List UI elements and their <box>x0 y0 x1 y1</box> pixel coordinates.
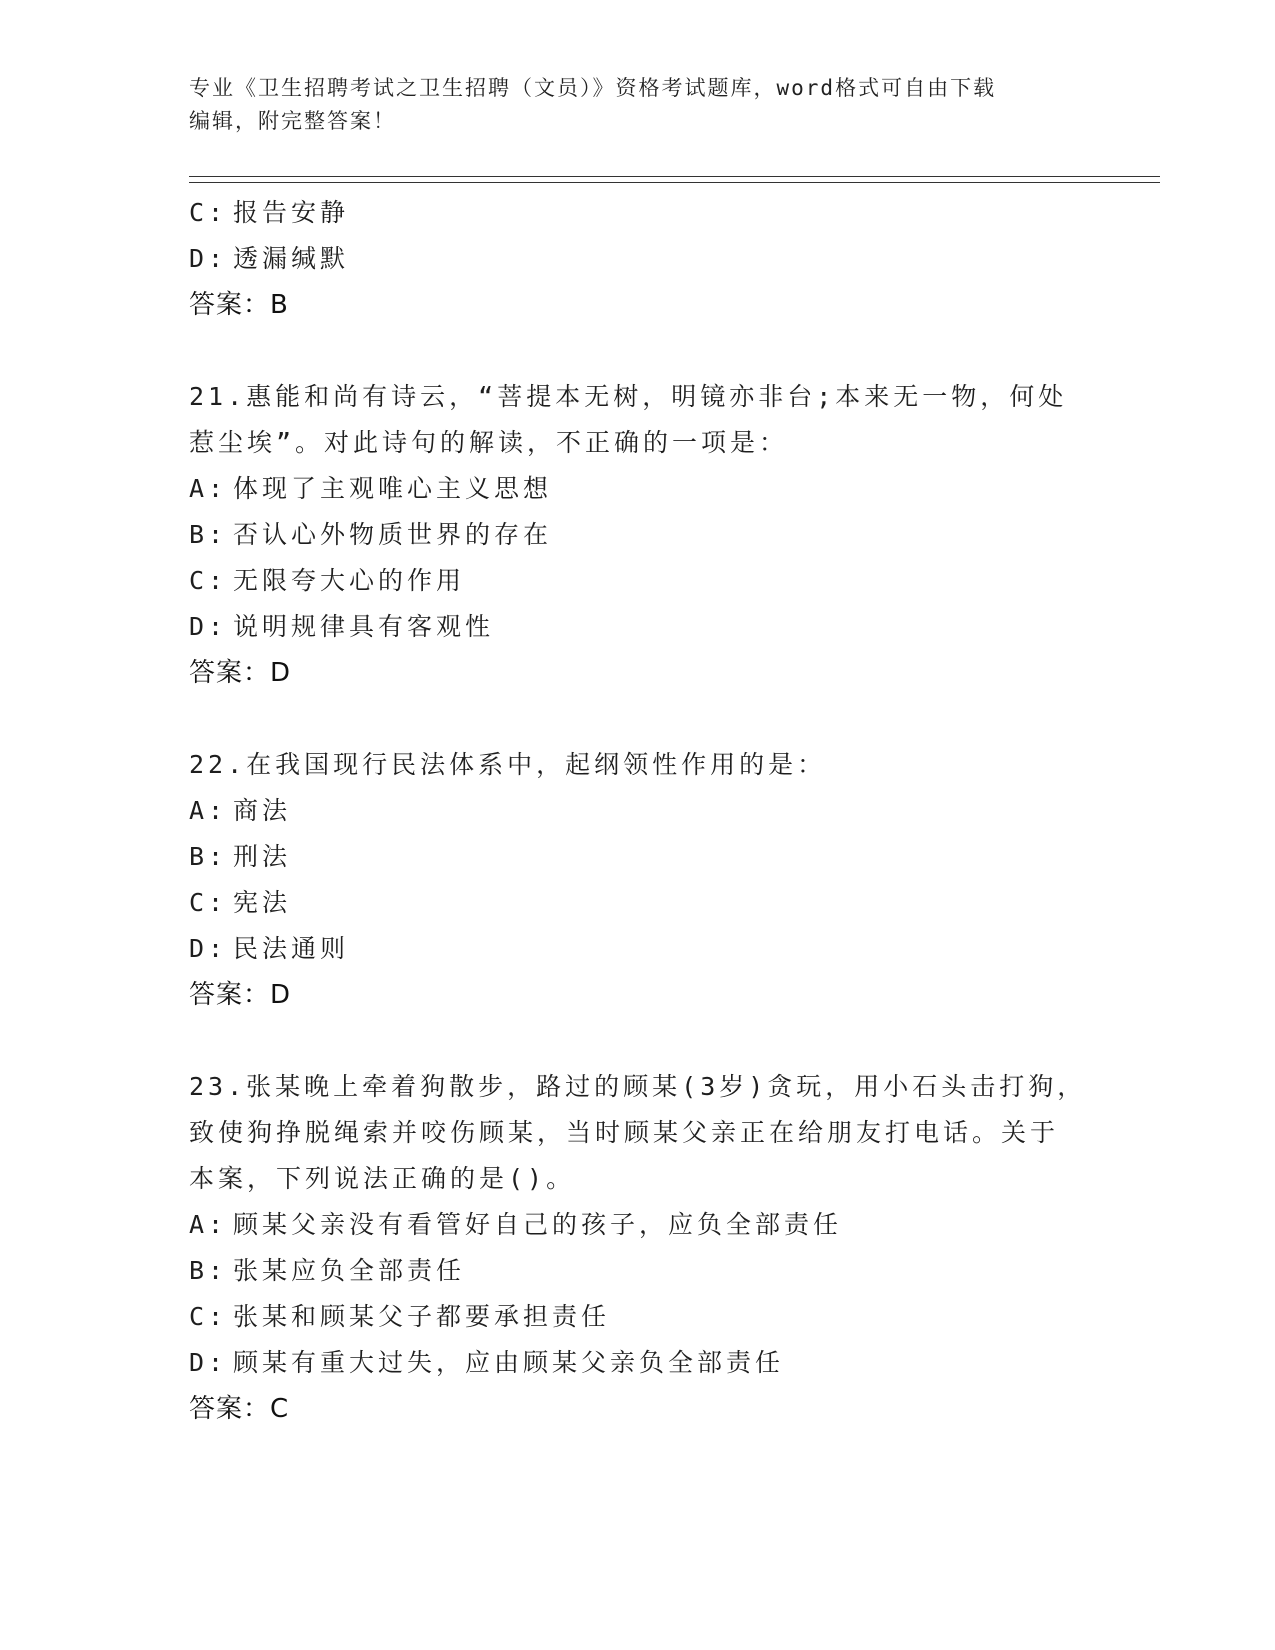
question-20-tail <box>189 190 1089 328</box>
option-text: 顾某父亲没有看管好自己的孩子，应负全部责任 <box>233 1210 843 1239</box>
option-a <box>189 788 1089 834</box>
option-c <box>189 558 1089 604</box>
option-key: D: <box>189 934 228 963</box>
option-d <box>189 926 1089 972</box>
header-line-1: 专业《卫生招聘考试之卫生招聘（文员）》资格考试题库，word格式可自由下载 <box>189 76 997 100</box>
option-d <box>189 604 1089 650</box>
option-key: C: <box>189 1302 228 1331</box>
question-stem-line: 23.张某晚上牵着狗散步，路过的顾某(3岁)贪玩，用小石头击打狗， <box>189 1072 1087 1101</box>
header-divider-top <box>189 176 1160 177</box>
option-key: C: <box>189 198 228 227</box>
question-stem-line: 致使狗挣脱绳索并咬伤顾某，当时顾某父亲正在给朋友打电话。关于 <box>189 1118 1060 1147</box>
option-key: A: <box>189 796 228 825</box>
question-list <box>189 190 1089 1432</box>
option-text: 体现了主观唯心主义思想 <box>233 474 553 503</box>
option-text: 说明规律具有客观性 <box>233 612 495 641</box>
option-text: 商法 <box>233 796 292 825</box>
option-text: 透漏缄默 <box>233 244 350 273</box>
option-key: B: <box>189 520 228 549</box>
option-c <box>189 190 1089 236</box>
option-key: D: <box>189 1348 228 1377</box>
option-b <box>189 1248 1089 1294</box>
question-22 <box>189 742 1089 1018</box>
header-divider-bottom <box>189 182 1160 183</box>
option-key: A: <box>189 474 228 503</box>
spacer <box>189 696 1089 742</box>
answer-line: 答案：C <box>189 1394 290 1424</box>
option-key: C: <box>189 888 228 917</box>
option-key: D: <box>189 244 228 273</box>
answer-line: 答案：D <box>189 658 292 688</box>
option-a <box>189 1202 1089 1248</box>
answer-line: 答案：B <box>189 290 289 320</box>
option-key: A: <box>189 1210 228 1239</box>
option-key: D: <box>189 612 228 641</box>
option-a <box>189 466 1089 512</box>
option-key: B: <box>189 842 228 871</box>
option-text: 张某和顾某父子都要承担责任 <box>233 1302 611 1331</box>
option-text: 宪法 <box>233 888 292 917</box>
question-stem-line: 21.惠能和尚有诗云，“菩提本无树，明镜亦非台;本来无一物，何处 <box>189 382 1068 411</box>
option-text: 否认心外物质世界的存在 <box>233 520 553 549</box>
option-text: 报告安静 <box>233 198 350 227</box>
option-text: 民法通则 <box>233 934 350 963</box>
option-c <box>189 1294 1089 1340</box>
answer-line: 答案：D <box>189 980 292 1010</box>
question-stem-line: 22.在我国现行民法体系中，起纲领性作用的是： <box>189 750 827 779</box>
option-key: B: <box>189 1256 228 1285</box>
option-text: 张某应负全部责任 <box>233 1256 466 1285</box>
document-header <box>189 72 1089 138</box>
header-line-2: 编辑，附完整答案！ <box>189 109 396 133</box>
spacer <box>189 1018 1089 1064</box>
option-key: C: <box>189 566 228 595</box>
option-text: 刑法 <box>233 842 292 871</box>
option-d <box>189 236 1089 282</box>
option-text: 顾某有重大过失，应由顾某父亲负全部责任 <box>233 1348 785 1377</box>
question-stem-line: 本案，下列说法正确的是()。 <box>189 1164 576 1193</box>
option-c <box>189 880 1089 926</box>
question-23 <box>189 1064 1089 1432</box>
spacer <box>189 328 1089 374</box>
option-text: 无限夸大心的作用 <box>233 566 466 595</box>
question-21 <box>189 374 1089 696</box>
question-stem-line: 惹尘埃”。对此诗句的解读，不正确的一项是： <box>189 428 789 457</box>
option-b <box>189 512 1089 558</box>
option-b <box>189 834 1089 880</box>
option-d <box>189 1340 1089 1386</box>
